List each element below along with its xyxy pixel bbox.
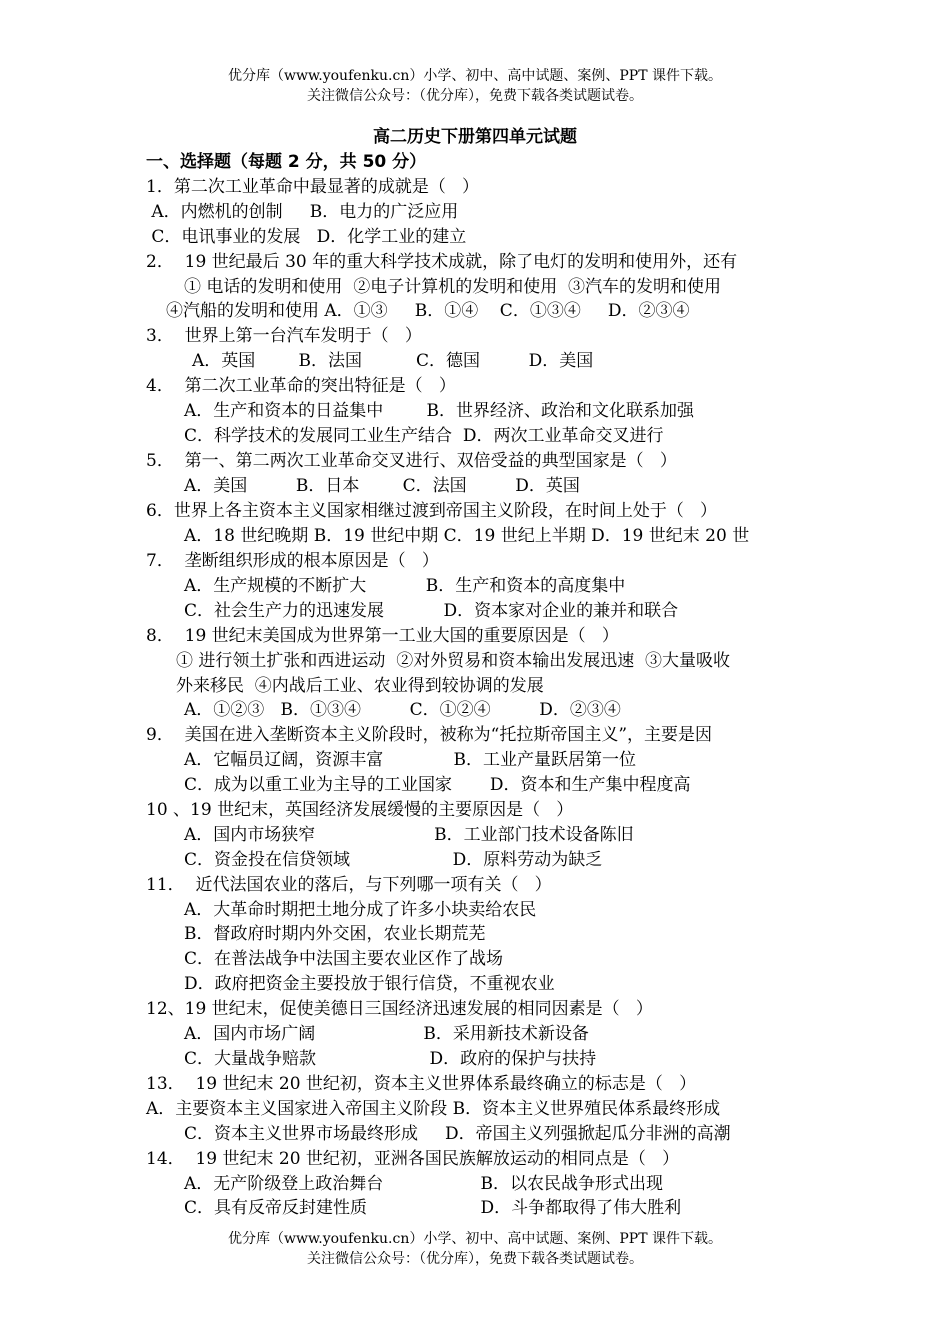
option-line: C．社会生产力的迅速发展 D．资本家对企业的兼并和联合: [184, 601, 679, 621]
header-line-1: 优分库（www.youfenku.cn）小学、初中、高中试题、案例、PPT 课件下载。: [227, 68, 722, 84]
question-line: 11． 近代法国农业的落后，与下列哪一项有关（ ）: [146, 875, 552, 895]
option-line: B．督政府时期内外交困，农业长期荒芜: [184, 924, 486, 944]
option-line: C．科学技术的发展同工业生产结合 D．两次工业革命交叉进行: [184, 426, 664, 446]
option-line: A．18 世纪晚期 B．19 世纪中期 C．19 世纪上半期 D．19 世纪末 20 世: [184, 526, 750, 546]
option-line: 外来移民 ④内战后工业、农业得到较协调的发展: [176, 676, 544, 696]
question-line: 6．世界上各主资本主义国家相继过渡到帝国主义阶段，在时间上处于（ ）: [146, 501, 718, 521]
question-line: 3． 世界上第一台汽车发明于（ ）: [146, 326, 422, 346]
question-line: 4． 第二次工业革命的突出特征是（ ）: [146, 376, 456, 396]
option-line: A．英国 B．法国 C．德国 D．美国: [192, 351, 594, 371]
header-line-2: 关注微信公众号：（优分库），免费下载各类试题试卷。: [307, 88, 643, 104]
question-line: 13． 19 世纪末 20 世纪初，资本主义世界体系最终确立的标志是（ ）: [146, 1074, 697, 1094]
option-line: C．大量战争赔款 D．政府的保护与扶持: [184, 1049, 597, 1069]
question-line: 10 、19 世纪末，英国经济发展缓慢的主要原因是（ ）: [146, 800, 574, 820]
option-line: A．主要资本主义国家进入帝国主义阶段 B．资本主义世界殖民体系最终形成: [146, 1099, 721, 1119]
option-line: A．①②③ B．①③④ C．①②④ D．②③④: [184, 700, 621, 720]
option-line: A．无产阶级登上政治舞台 B．以农民战争形式出现: [184, 1174, 664, 1194]
option-line: ① 进行领土扩张和西进运动 ②对外贸易和资本输出发展迅速 ③大量吸收: [176, 651, 731, 671]
question-line: 12、19 世纪末，促使美德日三国经济迅速发展的相同因素是（ ）: [146, 999, 653, 1019]
question-line: 1．第二次工业革命中最显著的成就是（ ）: [146, 177, 480, 197]
page-title: 高二历史下册第四单元试题: [373, 127, 577, 147]
question-line: 9． 美国在进入垄断资本主义阶段时，被称为“托拉斯帝国主义”，主要是因: [146, 725, 713, 745]
option-line: A．生产和资本的日益集中 B．世界经济、政治和文化联系加强: [184, 401, 694, 421]
footer-line-1: 优分库（www.youfenku.cn）小学、初中、高中试题、案例、PPT 课件下载。: [227, 1231, 722, 1247]
option-line: A．国内市场广阔 B．采用新技术新设备: [184, 1024, 589, 1044]
option-line: ① 电话的发明和使用 ②电子计算机的发明和使用 ③汽车的发明和使用: [184, 277, 722, 297]
option-line: C．在普法战争中法国主要农业区作了战场: [184, 949, 504, 969]
question-line: 5． 第一、第二两次工业革命交叉进行、双倍受益的典型国家是（ ）: [146, 451, 677, 471]
question-line: 8． 19 世纪末美国成为世界第一工业大国的重要原因是（ ）: [146, 626, 619, 646]
option-line: C．电讯事业的发展 D．化学工业的建立: [146, 227, 467, 247]
option-line: C．资金投在信贷领域 D．原料劳动为缺乏: [184, 850, 603, 870]
option-line: C．具有反帝反封建性质 D．斗争都取得了伟大胜利: [184, 1198, 682, 1218]
question-line: 7． 垄断组织形成的根本原因是（ ）: [146, 551, 439, 571]
option-line: A．大革命时期把土地分成了许多小块卖给农民: [184, 900, 537, 920]
option-line: A．国内市场狭窄 B．工业部门技术设备陈旧: [184, 825, 634, 845]
option-line: C．成为以重工业为主导的工业国家 D．资本和生产集中程度高: [184, 775, 691, 795]
option-line: D．政府把资金主要投放于银行信贷，不重视农业: [184, 974, 555, 994]
question-line: 14． 19 世纪末 20 世纪初，亚洲各国民族解放运动的相同点是（ ）: [146, 1149, 680, 1169]
option-line: A．美国 B．日本 C．法国 D．英国: [184, 476, 580, 496]
option-line: C．资本主义世界市场最终形成 D．帝国主义列强掀起瓜分非洲的高潮: [184, 1124, 731, 1144]
option-line: A．内燃机的创制 B．电力的广泛应用: [146, 202, 459, 222]
question-line: 2． 19 世纪最后 30 年的重大科学技术成就，除了电灯的发明和使用外，还有: [146, 252, 738, 272]
option-line: A．生产规模的不断扩大 B．生产和资本的高度集中: [184, 576, 626, 596]
footer-line-2: 关注微信公众号：（优分库），免费下载各类试题试卷。: [307, 1251, 643, 1267]
section-heading: 一、选择题（每题 2 分，共 50 分）: [146, 152, 427, 172]
option-line: ④汽船的发明和使用 A．①③ B．①④ C．①③④ D．②③④: [166, 301, 690, 321]
option-line: A．它幅员辽阔，资源丰富 B．工业产量跃居第一位: [184, 750, 637, 770]
